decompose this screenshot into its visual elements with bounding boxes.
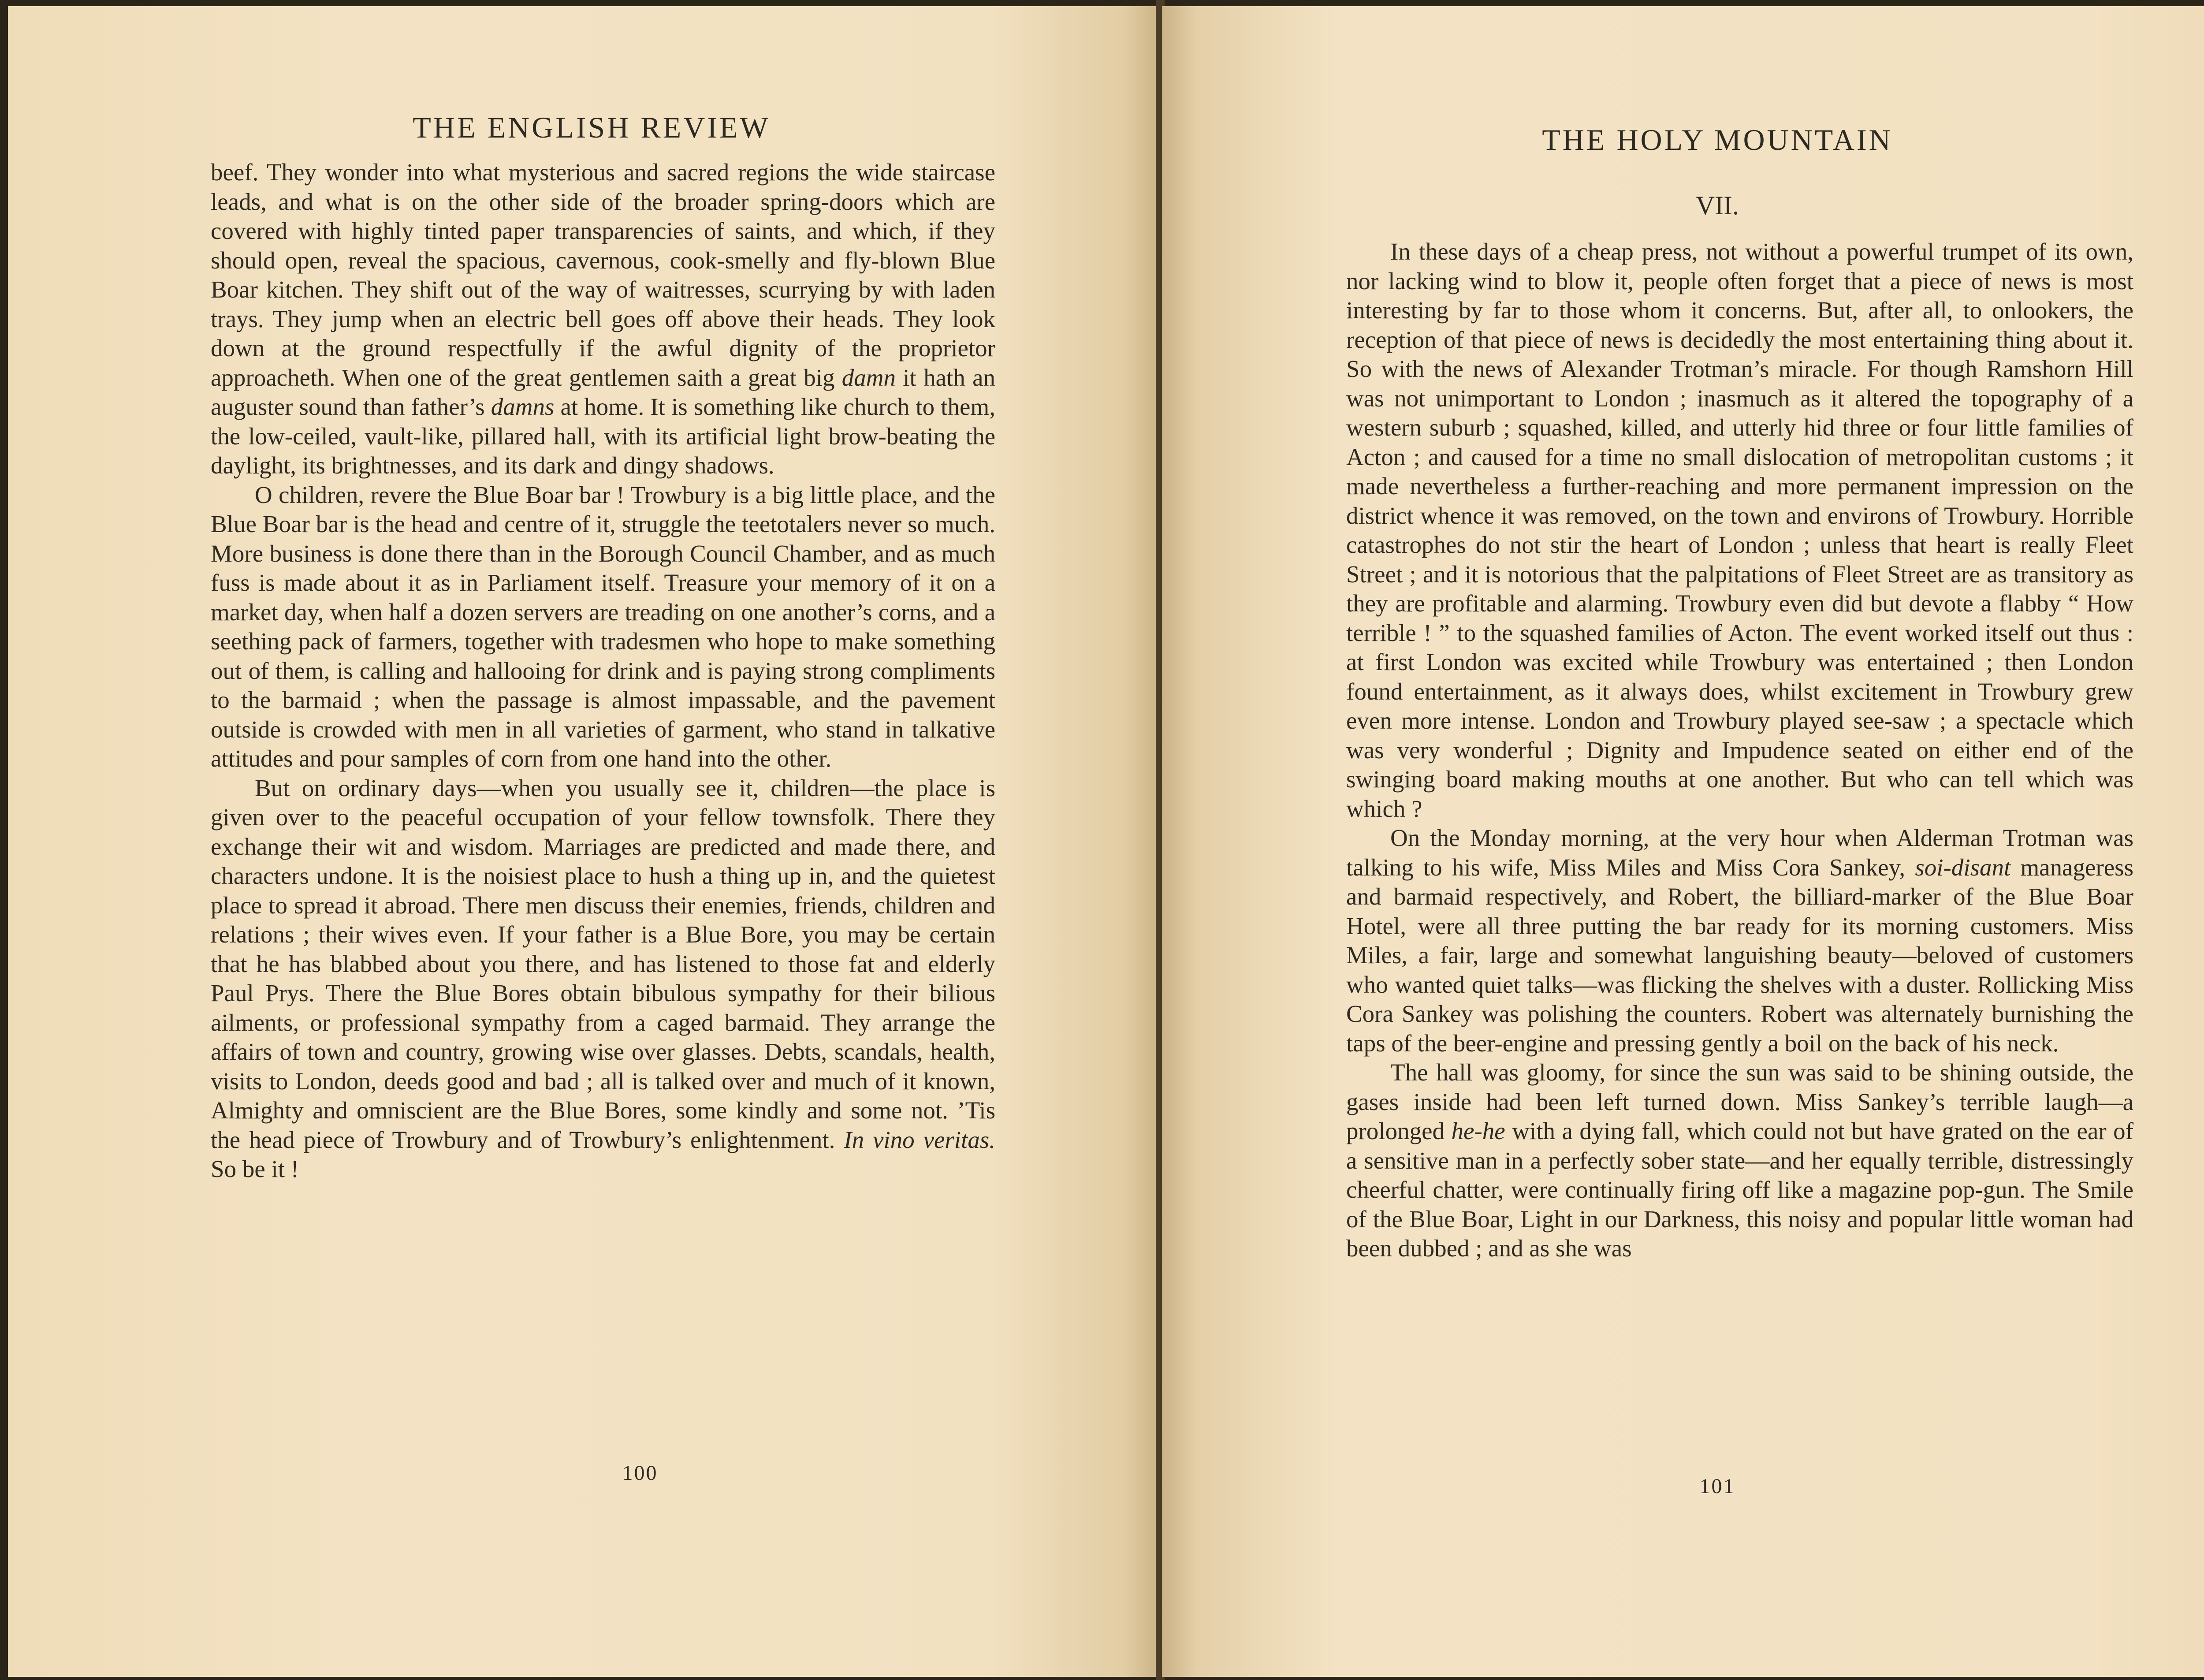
page-number-left: 100	[622, 1461, 658, 1485]
paragraph: O children, revere the Blue Boar bar ! Trowbury is a big little place, and the Blue Boar bar is the head and centre of it, struggle the teetotalers never so much. More business is done there than in the Borough Council Chamber, and as much fuss is made about it as in Parliament itself. Treasure your memory of it on a market day, when half a dozen servers are treading on one another’s corns, and a seething pack of farmers, together with tradesmen who hope to make something out of them, is calling and hallooing for drink and is paying strong compliments to the barmaid ; when the passage is almost impassable, and the pavement outside is crowded with men in all varieties of garment, who stand in talkative attitudes and pour samples of corn from one hand into the other.	[211, 481, 995, 772]
right-page-body	[1346, 237, 2133, 1263]
running-head-right: THE HOLY MOUNTAIN	[1542, 123, 1893, 156]
left-page	[8, 6, 1158, 1677]
paragraph: But on ordinary days—when you usually see it, children—the place is given over to the peaceful occupation of your fellow townsfolk. There they exchange their wit and wisdom. Marriages are predicted and made there, and characters undone. It is the noisiest place to hush a thing up in, and the quietest place to spread it abroad. There men discuss their enemies, friends, children and relations ; their wives even. If your father is a Blue Bore, you may be certain that he has blabbed about you there, and has listened to those fat and elderly Paul Prys. There the Blue Bores obtain bibulous sympathy for their bilious ailments, or professional sympathy from a caged barmaid. They arrange the affairs of town and country, growing wise over glasses. Debts, scandals, health, visits to London, deeds good and bad ; all is talked over and much of it known, Almighty and omniscient are the Blue Bores, some kindly and some not. ’Tis the head piece of Trowbury and of Trowbury’s enlightenment. In vino veritas. So be it !	[211, 774, 996, 1182]
paragraph: In these days of a cheap press, not without a powerful trumpet of its own, nor lacking wind to blow it, people often forget that a piece of news is most interesting by far to those whom it concerns. But, after all, to onlookers, the reception of that piece of news is decidedly the most entertaining thing about it. So with the news of Alexander Trotman’s miracle. For though Ramshorn Hill was not unimportant to London ; inasmuch as it altered the topography of a western suburb ; squashed, killed, and utterly hid three or four little families of Acton ; and caused for a time no small dislocation of metropolitan customs ; it made nevertheless a further-reaching and more permanent impression on the district whence it was removed, on the town and environs of Trowbury. Horrible catastrophes do not stir the heart of London ; unless that heart is really Fleet Street ; and it is notorious that the palpitations of Fleet Street are as transitory as they are profitable and alarming. Trowbury even did but devote a flabby “ How terrible ! ” to the squashed families of Acton. The event worked itself out thus : at first London was excited while Trowbury was entertained ; then London found entertainment, as it always does, whilst excitement in Trowbury grew even more intense. London and Trowbury played see-saw ; a spectacle which was very wonderful ; Dignity and Impudence seated on either end of the swinging board making mouths at one another. But who can tell which was which ?	[1346, 238, 2133, 822]
left-page-body	[211, 158, 995, 1184]
page-number-right: 101	[1699, 1475, 1735, 1498]
paragraph: On the Monday morning, at the very hour when Alderman Trotman was talking to his wife, Miss Miles and Miss Cora Sankey, soi-disant manageress and barmaid respectively, and Robert, the billiard-marker of the Blue Boar Hotel, were all three putting the bar ready for its morning customers. Miss Miles, a fair, large and somewhat languishing beauty—beloved of customers who wanted quiet talks—was flicking the shelves with a duster. Rollicking Miss Cora Sankey was polishing the counters. Robert was alternately burnishing the taps of the beer-engine and pressing gently a boil on the back of his neck.	[1346, 824, 2133, 1057]
right-page	[1162, 6, 2204, 1677]
paragraph: beef. They wonder into what mysterious and sacred regions the wide staircase leads, and what is on the other side of the broader spring-doors which are covered with highly tinted paper transparencies of saints, and which, if they should open, reveal the spacious, cavernous, cook-smelly and fly-blown Blue Boar kitchen. They shift out of the way of waitresses, scurrying by with laden trays. They jump when an electric bell goes off above their heads. They look down at the ground respectfully if the awful dignity of the proprietor approacheth. When one of the great gentlemen saith a great big damn it hath an auguster sound than father’s damns at home. It is something like church to them, the low-ceiled, vault-like, pillared hall, with its artificial light brow-beating the daylight, its brightnesses, and its dark and dingy shadows.	[211, 159, 995, 479]
chapter-number: VII.	[1695, 191, 1739, 220]
paragraph: The hall was gloomy, for since the sun was said to be shining outside, the gases inside had been left turned down. Miss Sankey’s terrible laugh—a prolonged he-he with a dying fall, which could not but have grated on the ear of a sensitive man in a perfectly sober state—and her equally terrible, distressingly cheerful chatter, were continually firing off like a magazine pop-gun. The Smile of the Blue Boar, Light in our Darkness, this noisy and popular little woman had been dubbed ; and as she was	[1346, 1059, 2133, 1262]
running-head-left: THE ENGLISH REVIEW	[413, 111, 771, 144]
